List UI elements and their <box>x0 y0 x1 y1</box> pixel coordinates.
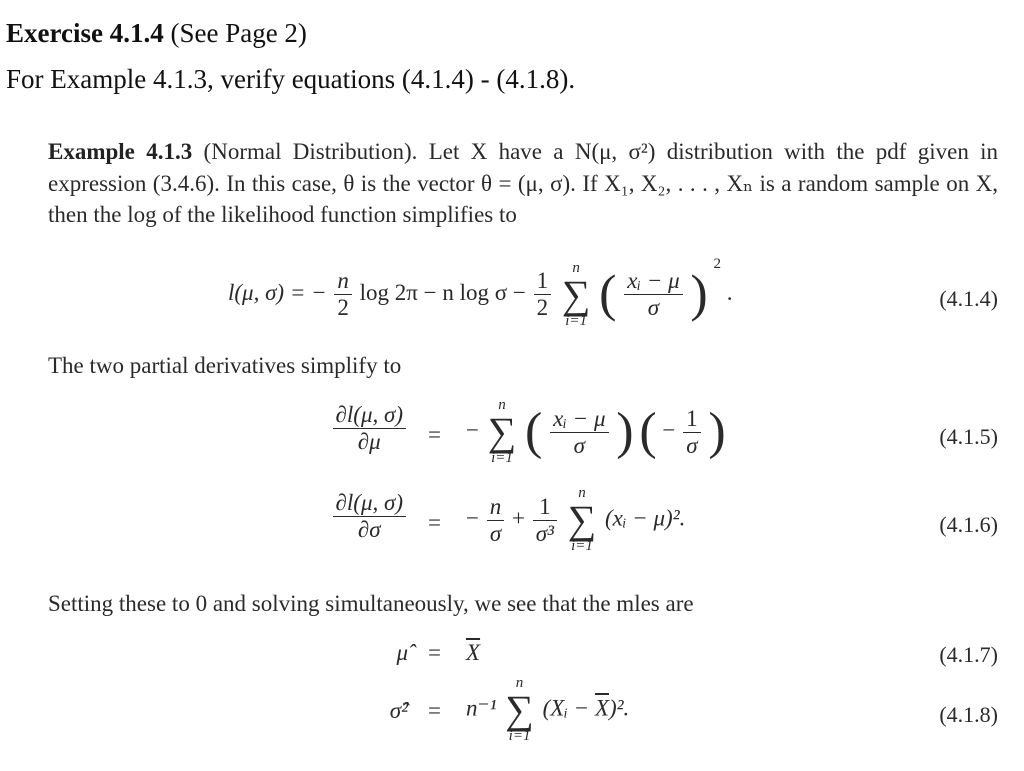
sum-lower-limit: i=1 <box>508 728 531 744</box>
sigma-hat-squared: σ̂² <box>389 698 408 723</box>
equation-4-1-5-lhs <box>288 402 408 455</box>
equation-number: (4.1.5) <box>939 424 998 449</box>
sample-mean: $\overline{X}$ <box>594 695 609 721</box>
log-terms: log 2π − n log σ − <box>359 280 526 305</box>
one-over-sigma-fraction <box>683 406 701 459</box>
one-half-fraction <box>534 268 552 321</box>
exercise-number: Exercise 4.1.4 <box>6 18 164 48</box>
sigma-symbol: ∑ <box>567 497 597 542</box>
fraction-denominator: σ <box>683 432 701 459</box>
fraction-denominator: σ³ <box>533 520 557 547</box>
summation <box>488 398 517 466</box>
fraction-denominator: ∂μ <box>333 428 406 455</box>
sum-upper-limit: n <box>498 397 506 413</box>
textbook-excerpt <box>48 136 999 744</box>
equals-sign: = <box>428 422 441 447</box>
exercise-page-ref: (See Page 2) <box>170 18 307 48</box>
period: . <box>726 280 733 305</box>
fraction-numerator: n <box>337 268 349 294</box>
sum-lower-limit: i=1 <box>491 450 513 466</box>
exponent: 2 <box>713 256 721 272</box>
squared-deviation-term: (xᵢ − μ)². <box>604 505 686 531</box>
sum-upper-limit: n <box>515 675 524 691</box>
example-label: Example 4.1.3 <box>48 139 193 164</box>
fraction-numerator: ∂l(μ, σ) <box>335 490 403 515</box>
equation-number: (4.1.4) <box>939 286 998 311</box>
equation-4-1-8 <box>48 676 998 760</box>
equation-4-1-5 <box>48 398 998 482</box>
equation-number: (4.1.7) <box>939 642 998 667</box>
equation-number: (4.1.8) <box>939 702 998 727</box>
sum-lower-limit: i=1 <box>565 312 588 329</box>
example-intro <box>48 136 998 231</box>
sum-upper-limit: n <box>578 485 586 501</box>
fraction-numerator: 1 <box>686 405 698 431</box>
fraction-denominator: 2 <box>334 294 352 321</box>
minus-sign: − <box>662 417 676 443</box>
fraction-denominator: ∂σ <box>333 516 406 543</box>
equation-4-1-6-rhs <box>466 486 685 554</box>
example-name: (Normal Distribution). <box>203 139 418 164</box>
exercise-instruction: For Example 4.1.3, verify equations (4.1.4) - (4.1.8). <box>6 64 576 94</box>
right-paren: ) <box>690 265 708 323</box>
left-paren: ( <box>599 265 617 323</box>
one-over-sigma-cubed-fraction <box>533 494 557 547</box>
sum-lower-limit: i=1 <box>571 538 593 554</box>
n-over-2-fraction <box>334 268 352 321</box>
plus-sign: + <box>511 505 525 531</box>
sigma-symbol: ∑ <box>487 409 517 454</box>
mu-hat: μ̂ <box>396 640 408 665</box>
fraction-numerator: xᵢ − μ <box>627 268 680 294</box>
fraction-denominator: σ <box>550 432 608 459</box>
fraction-numerator: ∂l(μ, σ) <box>335 402 403 427</box>
fraction-denominator: σ <box>624 294 682 321</box>
sum-upper-limit: n <box>572 259 580 276</box>
partial-sigma-fraction <box>333 490 406 543</box>
term-close: )². <box>609 695 630 721</box>
n-over-sigma-fraction <box>487 494 505 547</box>
partial-mu-fraction <box>333 402 406 455</box>
equation-4-1-5-rhs <box>466 398 726 466</box>
equation-4-1-8-rhs <box>466 676 629 744</box>
minus-sign: − <box>466 505 479 531</box>
fraction-numerator: xᵢ − μ <box>553 405 606 431</box>
summation <box>562 261 591 329</box>
equals-sign: = <box>428 640 441 665</box>
exercise-title <box>6 14 1006 52</box>
right-paren: ) <box>708 403 726 460</box>
n-inverse: n⁻¹ <box>466 695 497 721</box>
variance-term <box>543 695 630 720</box>
summation <box>505 676 534 744</box>
sigma-symbol: ∑ <box>505 687 534 732</box>
log-likelihood-lhs: l(μ, σ) = − <box>228 280 327 305</box>
equals-sign: = <box>428 698 441 723</box>
derivatives-intro: The two partial derivatives simplify to <box>48 353 402 378</box>
term-open: (Xᵢ − <box>542 695 595 721</box>
equation-4-1-6-lhs <box>288 490 408 543</box>
equation-4-1-4 <box>48 256 998 346</box>
sigma-symbol: ∑ <box>561 271 591 317</box>
example-intro-text: Let X have a N(μ, σ²) distribution with the pdf given in expression (3.4.6). In this case, θ is the vector θ = (μ, σ). If X₁, X₂, . . . , Xₙ is a random sample on X, then the log of the likelihood function simplifies to <box>48 139 999 227</box>
equation-4-1-7 <box>48 636 998 676</box>
exercise-header <box>6 14 1006 98</box>
fraction-denominator: 2 <box>534 294 552 321</box>
mles-intro: Setting these to 0 and solving simultaneously, we see that the mles are <box>48 591 694 616</box>
fraction-numerator: 1 <box>536 268 549 294</box>
equation-4-1-4-body <box>228 256 732 329</box>
standardized-fraction <box>550 406 608 459</box>
right-paren: ) <box>616 403 634 460</box>
equation-number: (4.1.6) <box>939 512 998 537</box>
standardized-fraction <box>624 268 682 321</box>
minus-sign: − <box>466 417 479 443</box>
fraction-numerator: n <box>489 493 502 519</box>
left-paren: ( <box>525 403 543 460</box>
fraction-denominator: σ <box>487 520 505 547</box>
equation-4-1-6 <box>48 486 998 570</box>
fraction-numerator: 1 <box>539 493 551 519</box>
equals-sign: = <box>428 510 441 535</box>
sample-mean: $\overline{X}$ <box>466 640 481 665</box>
summation <box>568 486 597 554</box>
left-paren: ( <box>639 403 657 460</box>
